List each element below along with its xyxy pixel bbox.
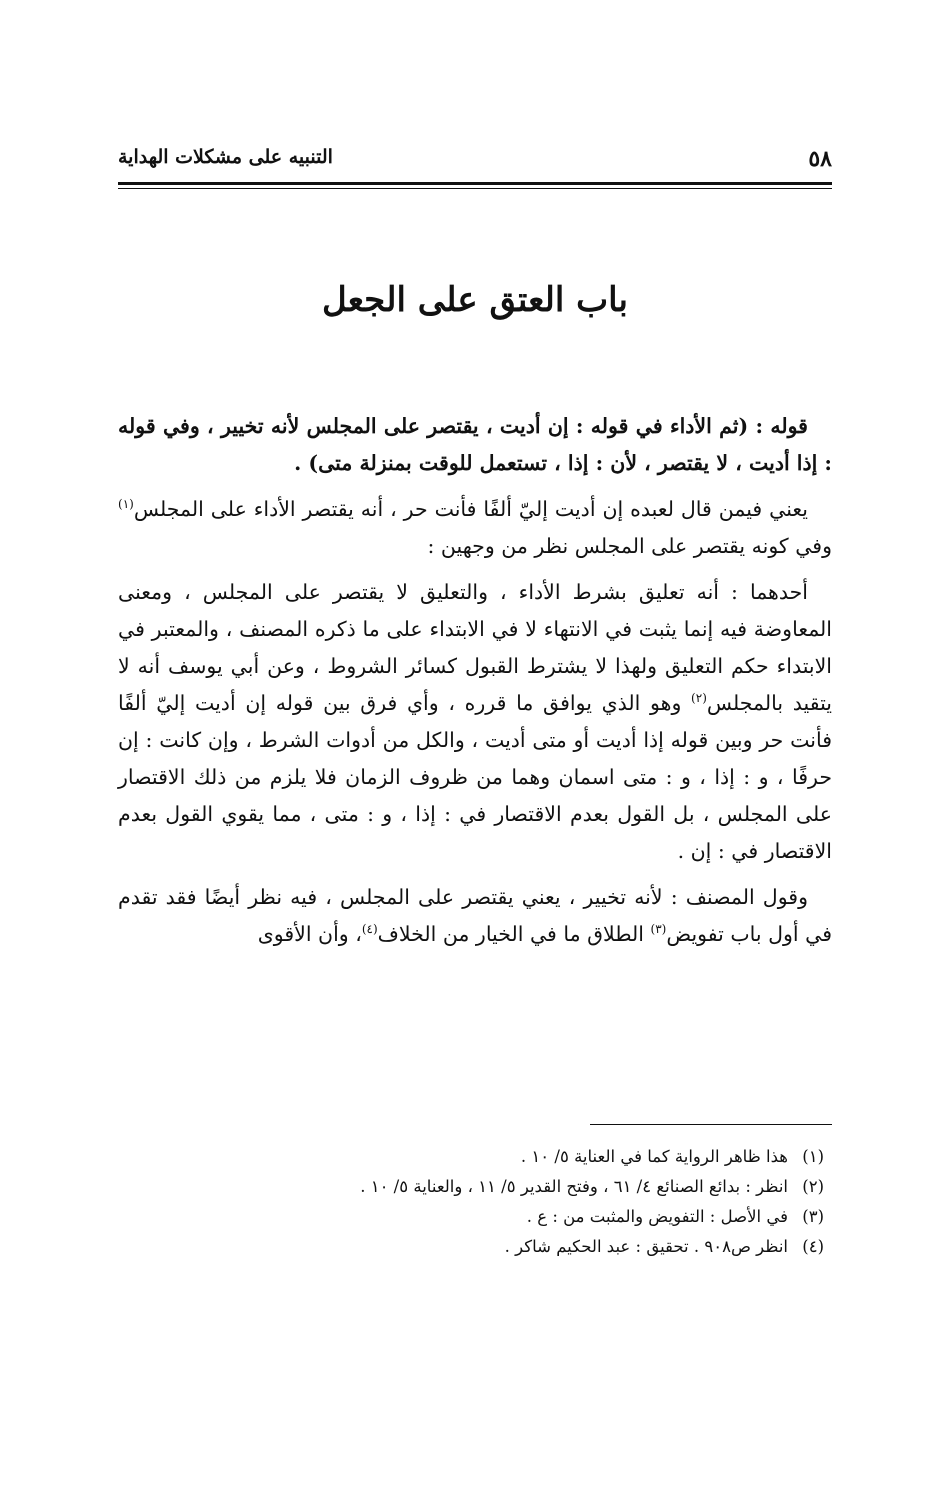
footnote <box>118 1232 824 1262</box>
paragraph-text: يعني فيمن قال لعبده إن أديت إليّ ألفًا فأنت حر ، أنه يقتصر الأداء على المجلس <box>133 497 808 521</box>
footnote-number: (١) <box>802 1147 824 1166</box>
paragraph-explanation <box>118 491 832 565</box>
footnote-text: هذا ظاهر الرواية كما في العناية ٥/ ١٠ . <box>520 1147 788 1166</box>
paragraph-text: أحدهما : أنه تعليق بشرط الأداء ، والتعليق لا يقتصر على المجلس ، ومعنى المعاوضة فيه إنما يثبت في الانتهاء لا في الابتداء على ما ذكره المصنف ، والمعتبر في الابتداء حكم التعليق ولهذا لا يشترط القبول كسائر الشروط ، وعن أبي يوسف أنه لا يتقيد بالمجلس <box>118 580 832 715</box>
footnote-ref[interactable]: (٤) <box>361 922 378 937</box>
header-divider <box>118 182 832 189</box>
footnote-number: (٣) <box>802 1207 824 1226</box>
footnote-ref[interactable]: (٢) <box>691 691 707 706</box>
book-title: التنبيه على مشكلات الهداية <box>118 146 333 168</box>
footnotes <box>118 1142 824 1262</box>
paragraph-author-statement <box>118 879 832 953</box>
paragraph-text: وهو الذي يوافق ما قرره ، وأي فرق بين قوله إن أديت إليّ ألفًا فأنت حر وبين قوله إذا أديت أو متى أديت ، والكل من أدوات الشرط ، وإن كانت : إن حرفًا ، و : إذا ، و : متى اسمان وهما من ظروف الزمان فلا يلزم من ذلك الاقتصار على المجلس ، بل القول بعدم الاقتصار في : إذا ، و : متى ، مما يقوي القول بعدم الاقتصار في : إن . <box>118 691 832 863</box>
running-header <box>118 144 832 180</box>
footnote-text: انظر ص٩٠٨ . تحقيق : عبد الحكيم شاكر . <box>504 1237 788 1256</box>
footnote-divider <box>590 1124 832 1125</box>
footnote-ref[interactable]: (١) <box>118 497 134 512</box>
footnote <box>118 1202 824 1232</box>
paragraph-text: ، وأن الأقوى <box>257 922 362 946</box>
paragraph-text: وفي كونه يقتصر على المجلس نظر من وجهين : <box>427 534 832 558</box>
footnote-text: في الأصل : التفويض والمثبت من : ع . <box>526 1207 788 1226</box>
paragraph-text: وقول المصنف : لأنه تخيير ، يعني يقتصر على المجلس ، فيه نظر أيضًا فقد تقدم في أول باب تفويض <box>118 885 832 946</box>
footnote <box>118 1172 824 1202</box>
footnote-text: انظر : بدائع الصنائع ٤/ ٦١ ، وفتح القدير ٥/ ١١ ، والعناية ٥/ ١٠ . <box>360 1177 788 1196</box>
paragraph-text: الطلاق ما في الخيار من الخلاف <box>377 922 651 946</box>
main-text <box>118 408 832 962</box>
paragraph-first-aspect <box>118 574 832 870</box>
footnote-number: (٢) <box>802 1177 824 1196</box>
page-number: ٥٨ <box>808 146 832 172</box>
footnote <box>118 1142 824 1172</box>
chapter-title: باب العتق على الجعل <box>322 280 628 320</box>
paragraph-quote: قوله : (ثم الأداء في قوله : إن أديت ، يقتصر على المجلس لأنه تخيير ، وفي قوله : إذا أديت ، لا يقتصر ، لأن : إذا ، تستعمل للوقت بمنزلة متى) . <box>118 414 832 475</box>
footnote-number: (٤) <box>802 1237 824 1256</box>
footnote-ref[interactable]: (٣) <box>650 922 667 937</box>
